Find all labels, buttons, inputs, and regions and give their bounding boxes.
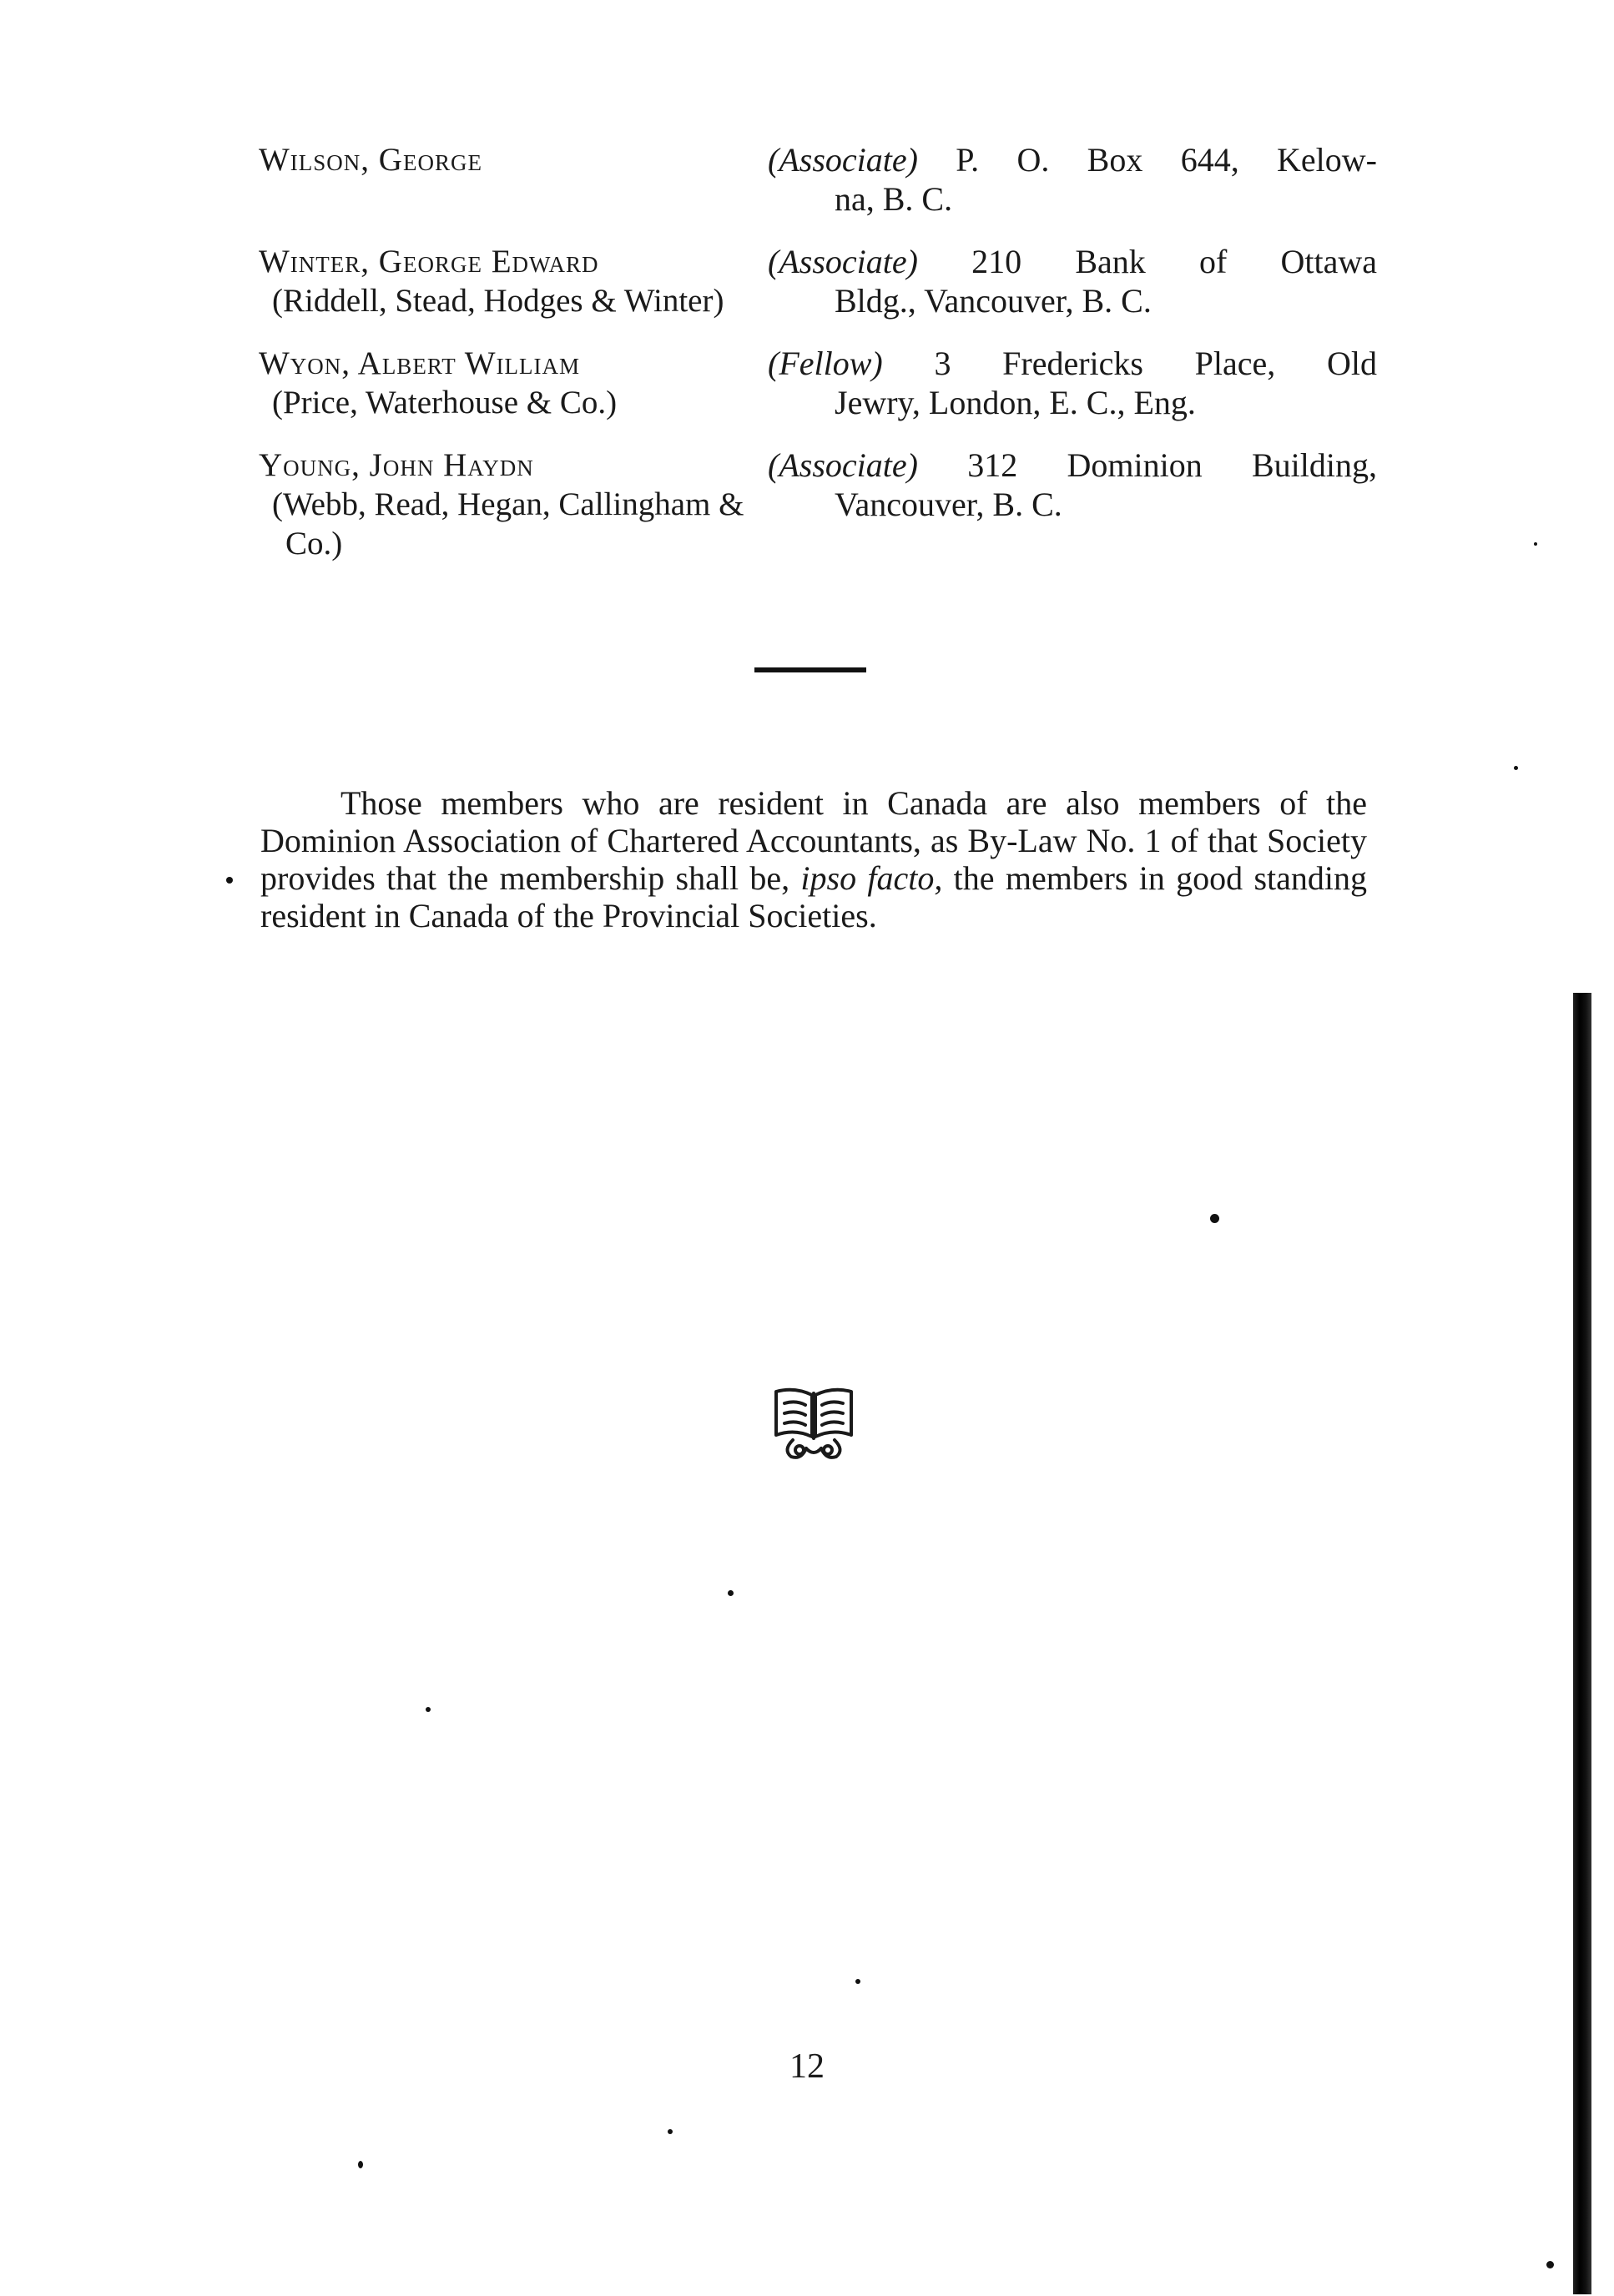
member-address-column <box>759 446 1377 563</box>
member-name-column <box>259 446 759 563</box>
member-name: Winter, George Edward <box>259 244 599 279</box>
scan-speck <box>1210 1214 1219 1223</box>
member-address: 210 Bank of Ottawa <box>971 243 1378 280</box>
member-grade: (Associate) <box>768 243 918 280</box>
scan-edge-shadow <box>1573 993 1591 2294</box>
scan-speck <box>1546 2261 1554 2268</box>
member-address: P. O. Box 644, Kelow- <box>956 141 1377 179</box>
open-book-icon <box>768 1377 860 1468</box>
member-firm: (Webb, Read, Hegan, Callingham & Co.) <box>272 486 744 561</box>
scan-speck <box>226 877 233 884</box>
member-address-continued: Bldg., Vancouver, B. C. <box>835 282 1152 320</box>
member-address-continued: na, B. C. <box>835 180 953 218</box>
note-text-end: the members in good standing resident in Canada of the Provincial Societies. <box>260 859 1367 934</box>
member-address-line <box>768 242 1377 281</box>
note-italic-phrase: ipso facto, <box>800 859 943 897</box>
member-firm: (Riddell, Stead, Hodges & Winter) <box>272 283 724 319</box>
member-address: 3 Fredericks Place, Old <box>934 345 1377 382</box>
member-name-column <box>259 140 759 219</box>
member-firm: (Price, Waterhouse & Co.) <box>272 385 618 420</box>
scan-speck <box>426 1707 431 1712</box>
member-name: Wilson, George <box>259 142 482 178</box>
scan-speck <box>358 2161 363 2168</box>
member-address: 312 Dominion Building, <box>967 446 1377 484</box>
member-list <box>259 140 1377 587</box>
scan-speck <box>728 1590 734 1596</box>
page-number: 12 <box>789 2047 825 2086</box>
scan-speck <box>1514 766 1518 770</box>
member-address-column <box>759 344 1377 422</box>
member-entry <box>259 344 1377 422</box>
member-address-line <box>768 140 1377 179</box>
member-name-column <box>259 242 759 320</box>
member-grade: (Fellow) <box>768 345 883 382</box>
member-address-line <box>768 344 1377 383</box>
member-address-column <box>759 140 1377 219</box>
member-entry <box>259 242 1377 320</box>
scan-speck <box>855 1979 860 1984</box>
member-name: Young, John Haydn <box>259 447 534 483</box>
member-name: Wyon, Albert William <box>259 345 581 381</box>
member-address-continued: Jewry, London, E. C., Eng. <box>835 384 1196 421</box>
note-text-start: Those members who are resident in Canada are also members of the Dominion Association of Chartered Accountants, as By-Law No. 1 of that Society provides that the membership shall be, <box>260 784 1367 897</box>
member-address-continued: Vancouver, B. C. <box>835 486 1062 523</box>
section-divider <box>754 667 866 672</box>
scan-speck <box>668 2129 673 2134</box>
member-address-line <box>768 446 1377 485</box>
member-grade: (Associate) <box>768 141 918 179</box>
member-entry <box>259 140 1377 219</box>
member-address-column <box>759 242 1377 320</box>
membership-note <box>260 784 1367 934</box>
scan-speck <box>1534 542 1537 546</box>
member-name-column <box>259 344 759 422</box>
member-grade: (Associate) <box>768 446 918 484</box>
member-entry <box>259 446 1377 563</box>
